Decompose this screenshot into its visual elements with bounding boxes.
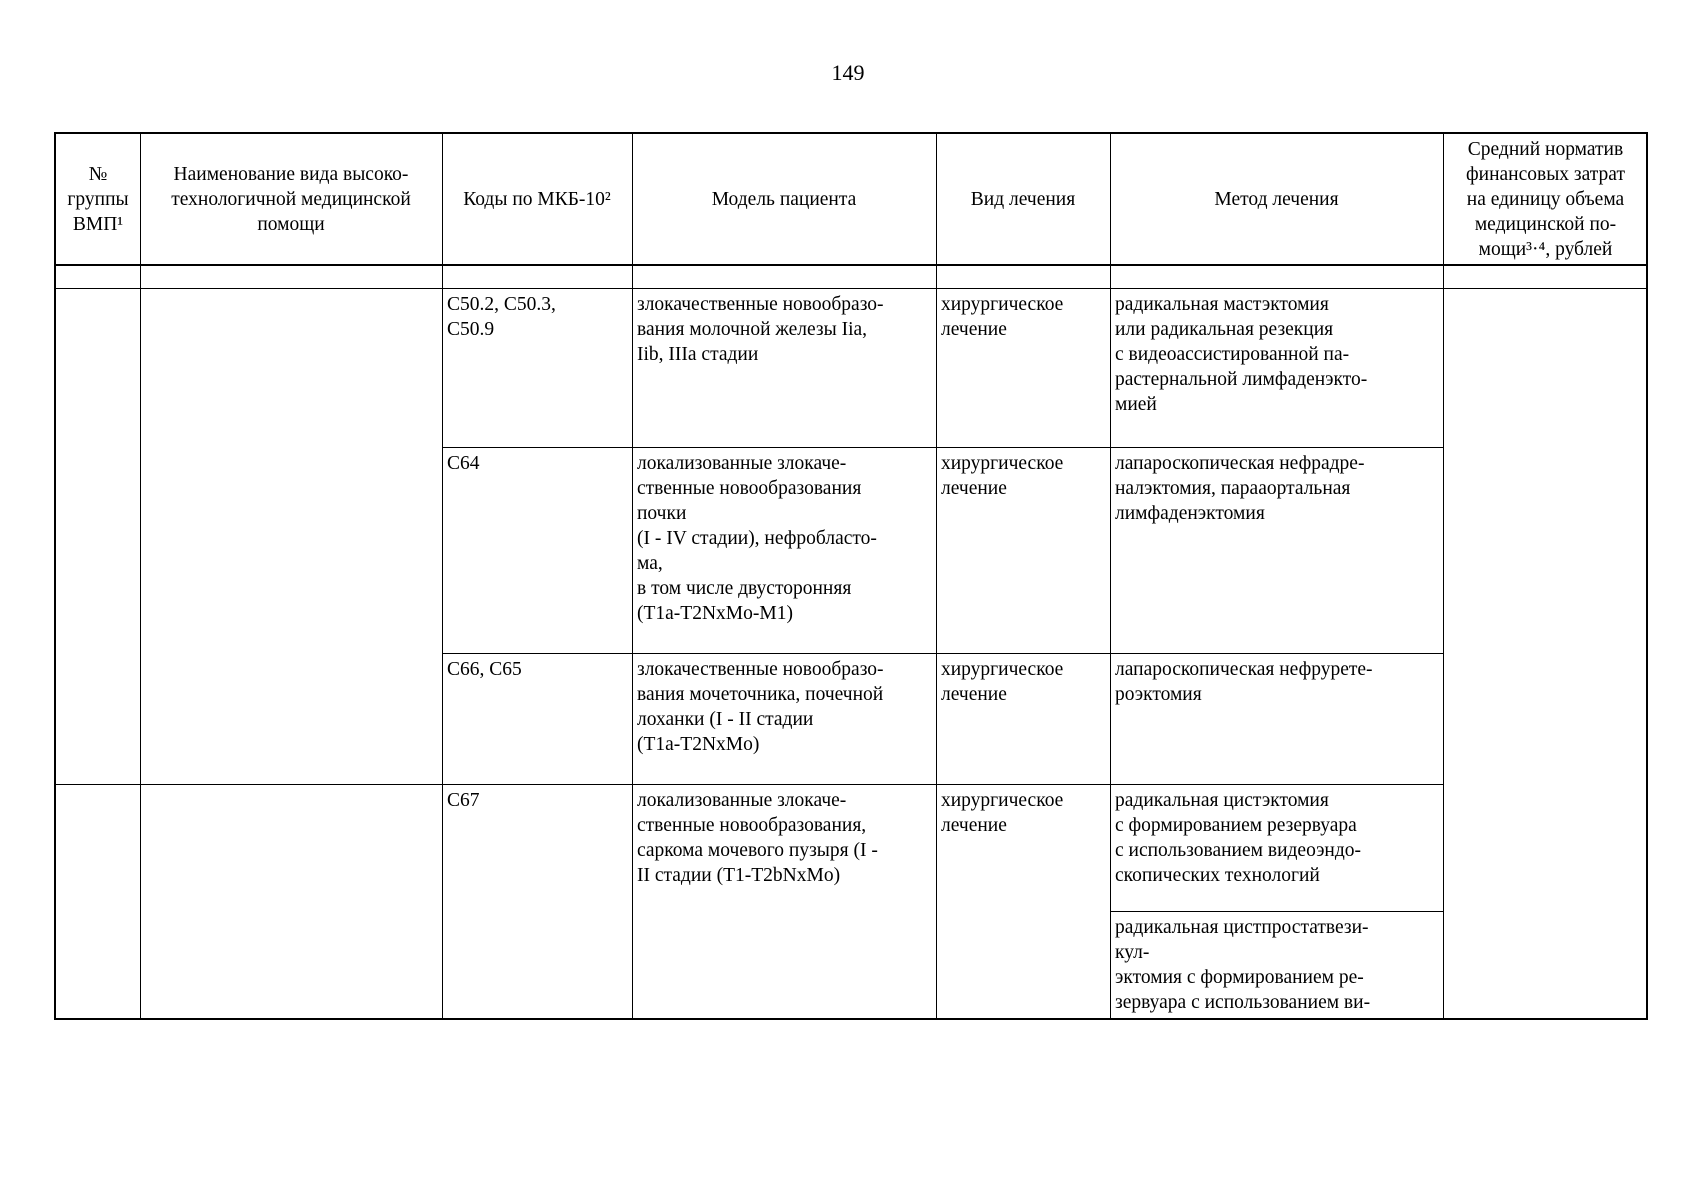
- header-rule: [56, 264, 1648, 266]
- header-care-type: Наименование вида высоко- технологичной медицинской помощи: [171, 163, 411, 235]
- row-patient-model: локализованные злокаче- ственные новообразования, саркома мочевого пузыря (I - II стадии (T1-T2bNxMo): [637, 790, 878, 886]
- row-patient-model: злокачественные новообразо- вания молочной железы Iia, Iib, IIIа стадии: [637, 294, 884, 365]
- row-icd-codes: С66, С65: [447, 659, 522, 680]
- row-treatment-type: хирургическое лечение: [941, 659, 1064, 705]
- row-icd-codes: С67: [447, 790, 480, 811]
- row-treatment-method: радикальная цистпростатвези- кул- эктомия с формированием ре- зервуара с использованием ви-: [1115, 917, 1371, 1013]
- header-treatment-method: Метод лечения: [1214, 188, 1339, 210]
- row-treatment-method: радикальная мастэктомия или радикальная резекция с видеоассистированной па- растернальной лимфаденэкто- мией: [1115, 294, 1368, 415]
- row-treatment-type: хирургическое лечение: [941, 294, 1064, 340]
- vmp-table: [54, 132, 1648, 1020]
- header-icd-codes: Коды по МКБ-10²: [463, 188, 611, 210]
- header-patient-model: Модель пациента: [711, 188, 857, 210]
- header-group-number: № группы ВМП¹: [67, 163, 129, 235]
- row-icd-codes: С64: [447, 453, 480, 474]
- header-cost-standard: Средний норматив финансовых затрат на единицу объема медицинской по- мощи³·⁴, рублей: [1466, 138, 1625, 260]
- page-number: 149: [831, 60, 865, 85]
- row-patient-model: локализованные злокаче- ственные новообразования почки (I - IV стадии), нефробласто- ма, в том числе двусторонняя (T1a-T2NxMo-M1): [637, 453, 877, 624]
- row-treatment-type: хирургическое лечение: [941, 453, 1064, 499]
- column-rule: [1443, 134, 1444, 1020]
- row-treatment-method: лапароскопическая нефрурете- роэктомия: [1115, 659, 1373, 705]
- row-treatment-method: лапароскопическая нефрадре- налэктомия, парааортальная лимфаденэктомия: [1115, 453, 1365, 524]
- header-treatment-type: Вид лечения: [970, 188, 1076, 210]
- column-rule: [140, 134, 141, 1020]
- row-treatment-type: хирургическое лечение: [941, 790, 1064, 836]
- row-patient-model: злокачественные новообразо- вания мочеточника, почечной лоханки (I - II стадии (T1a-T2NxMo): [637, 659, 884, 755]
- row-icd-codes: С50.2, С50.3, С50.9: [447, 294, 556, 340]
- row-treatment-method: радикальная цистэктомия с формированием резервуара с использованием видеоэндо- скопических технологий: [1115, 790, 1362, 886]
